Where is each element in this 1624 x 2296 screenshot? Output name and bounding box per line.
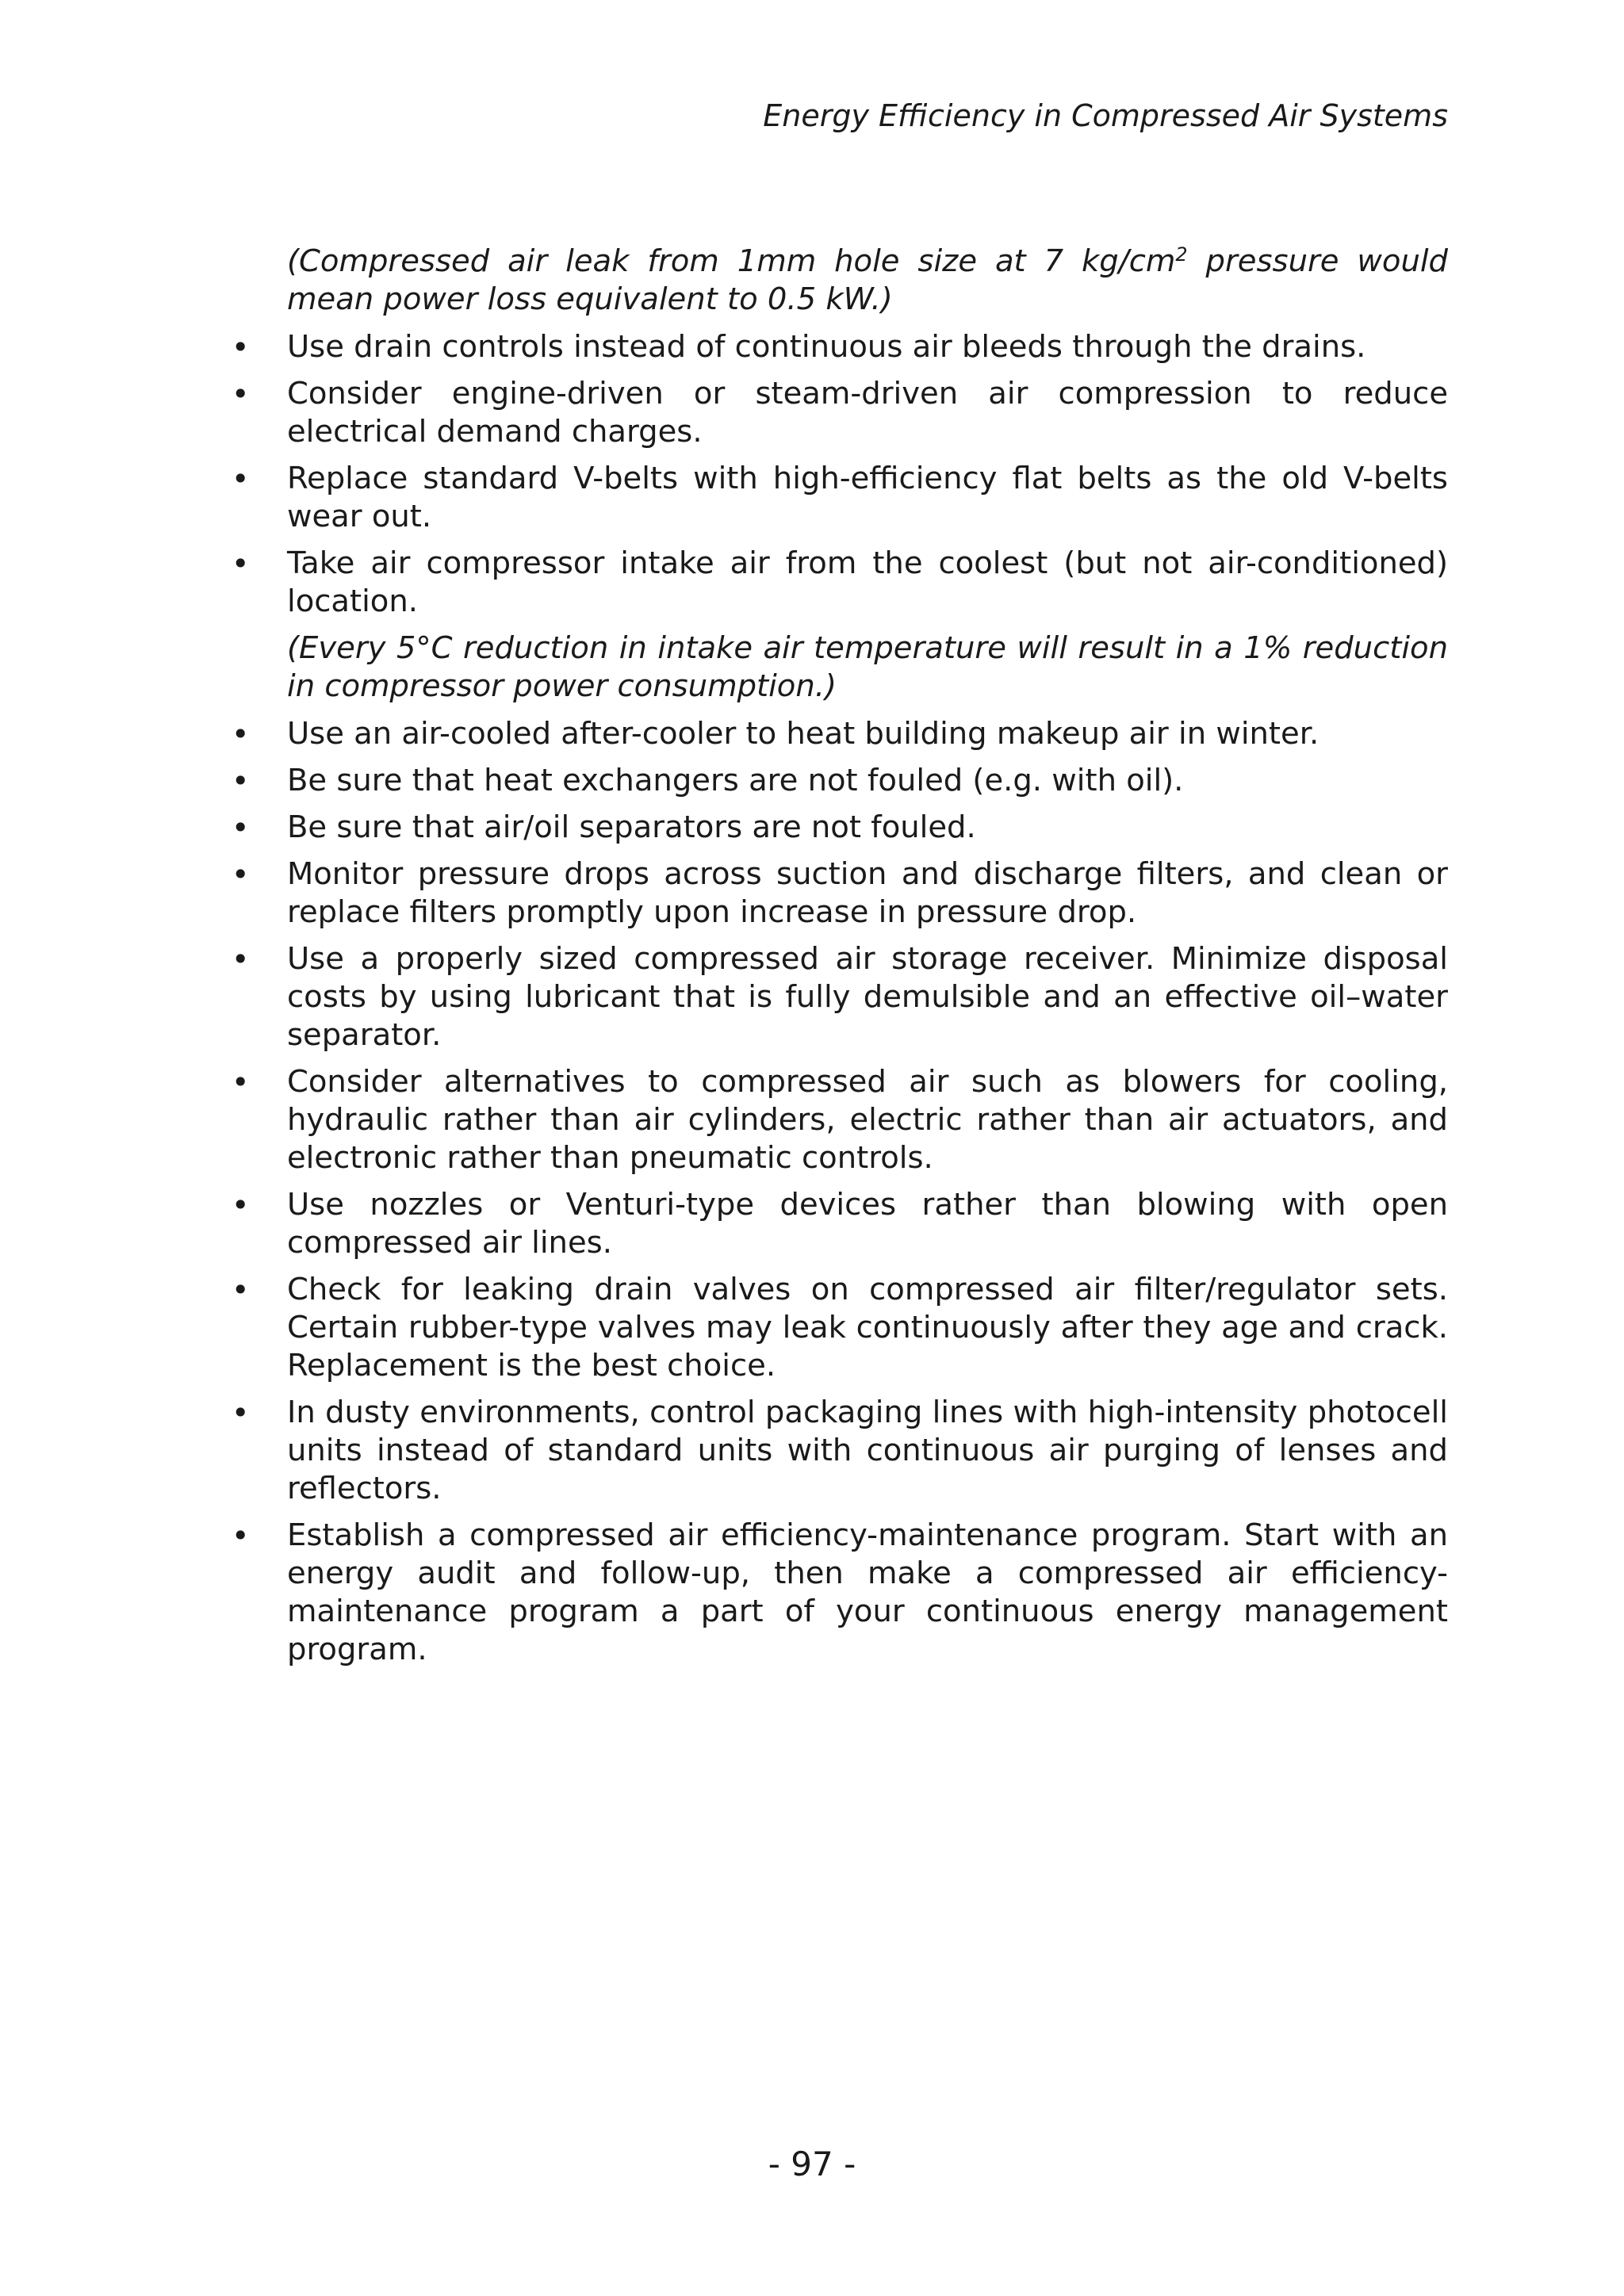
list-item xyxy=(230,809,1448,847)
bullet-icon: • xyxy=(232,857,250,892)
bullet-icon: • xyxy=(232,330,250,365)
list-item-text: Use drain controls instead of continuous air bleeds through the drains. xyxy=(287,329,1366,365)
bullet-icon: • xyxy=(232,717,250,752)
list-item-text: Consider alternatives to compressed air such as blowers for cooling, hydraulic rather than air cylinders, electric rather than air actuators, and electronic rather than pneumatic controls. xyxy=(287,1064,1448,1176)
list-item-text: In dusty environments, control packaging lines with high-intensity photocell units instead of standard units with continuous air purging of lenses and reflectors. xyxy=(287,1395,1448,1506)
bullet-icon: • xyxy=(232,1395,250,1430)
bullet-list-b xyxy=(230,715,1448,1669)
list-item-text: Replace standard V-belts with high-efficiency flat belts as the old V-belts wear out. xyxy=(287,461,1448,534)
bullet-icon: • xyxy=(232,763,250,798)
bullet-icon: • xyxy=(232,1518,250,1553)
intro-note xyxy=(287,243,1448,319)
list-item xyxy=(230,1394,1448,1508)
intro-note-text-1: (Compressed air leak from 1mm hole size at 7 kg/cm xyxy=(287,243,1176,279)
bullet-icon: • xyxy=(232,942,250,977)
list-item xyxy=(230,940,1448,1054)
page-number: - 97 - xyxy=(768,2145,856,2183)
temperature-note: (Every 5°C reduction in intake air temperature will result in a 1% reduction in compressor power consumption.) xyxy=(287,630,1448,704)
running-header: Energy Efficiency in Compressed Air Systems xyxy=(763,98,1448,133)
list-item xyxy=(230,1186,1448,1262)
list-item-text: Use an air-cooled after-cooler to heat building makeup air in winter. xyxy=(287,716,1320,752)
page-body xyxy=(230,243,1448,1678)
list-item-text: Be sure that heat exchangers are not fouled (e.g. with oil). xyxy=(287,763,1184,798)
list-item-text: Take air compressor intake air from the coolest (but not air-conditioned) location. xyxy=(287,545,1448,619)
bullet-list-a xyxy=(230,328,1448,621)
superscript-2: 2 xyxy=(1175,243,1188,266)
bullet-icon: • xyxy=(232,461,250,496)
list-item-text: Use a properly sized compressed air storage receiver. Minimize disposal costs by using lubricant that is fully demulsible and an effective oil–water separator. xyxy=(287,941,1448,1053)
list-item-text: Be sure that air/oil separators are not fouled. xyxy=(287,809,976,845)
list-item xyxy=(230,855,1448,932)
list-item xyxy=(230,328,1448,366)
list-item xyxy=(230,762,1448,800)
bullet-icon: • xyxy=(232,1188,250,1223)
list-item xyxy=(230,1271,1448,1385)
list-item-text: Check for leaking drain valves on compressed air filter/regulator sets. Certain rubber-type valves may leak continuously after they age and crack. Replacement is the best choice. xyxy=(287,1272,1448,1383)
bullet-icon: • xyxy=(232,1065,250,1100)
bullet-icon: • xyxy=(232,546,250,581)
bullet-icon: • xyxy=(232,377,250,411)
list-item-text: Use nozzles or Venturi-type devices rather than blowing with open compressed air lines. xyxy=(287,1187,1448,1261)
list-item xyxy=(230,545,1448,621)
list-item-text: Establish a compressed air efficiency-maintenance program. Start with an energy audit and follow-up, then make a compressed air efficiency-maintenance program a part of your continuous energy management program. xyxy=(287,1517,1448,1667)
list-item-text: Consider engine-driven or steam-driven air compression to reduce electrical demand charges. xyxy=(287,376,1448,450)
bullet-icon: • xyxy=(232,1272,250,1307)
intro-note-text-2: pressure would mean power loss equivalent to 0.5 kW.) xyxy=(287,243,1448,317)
list-item xyxy=(230,715,1448,753)
list-item xyxy=(230,1063,1448,1177)
bullet-icon: • xyxy=(232,810,250,845)
list-item xyxy=(230,375,1448,451)
list-item xyxy=(230,1517,1448,1669)
list-item-text: Monitor pressure drops across suction and discharge filters, and clean or replace filters promptly upon increase in pressure drop. xyxy=(287,856,1448,930)
list-item xyxy=(230,460,1448,536)
